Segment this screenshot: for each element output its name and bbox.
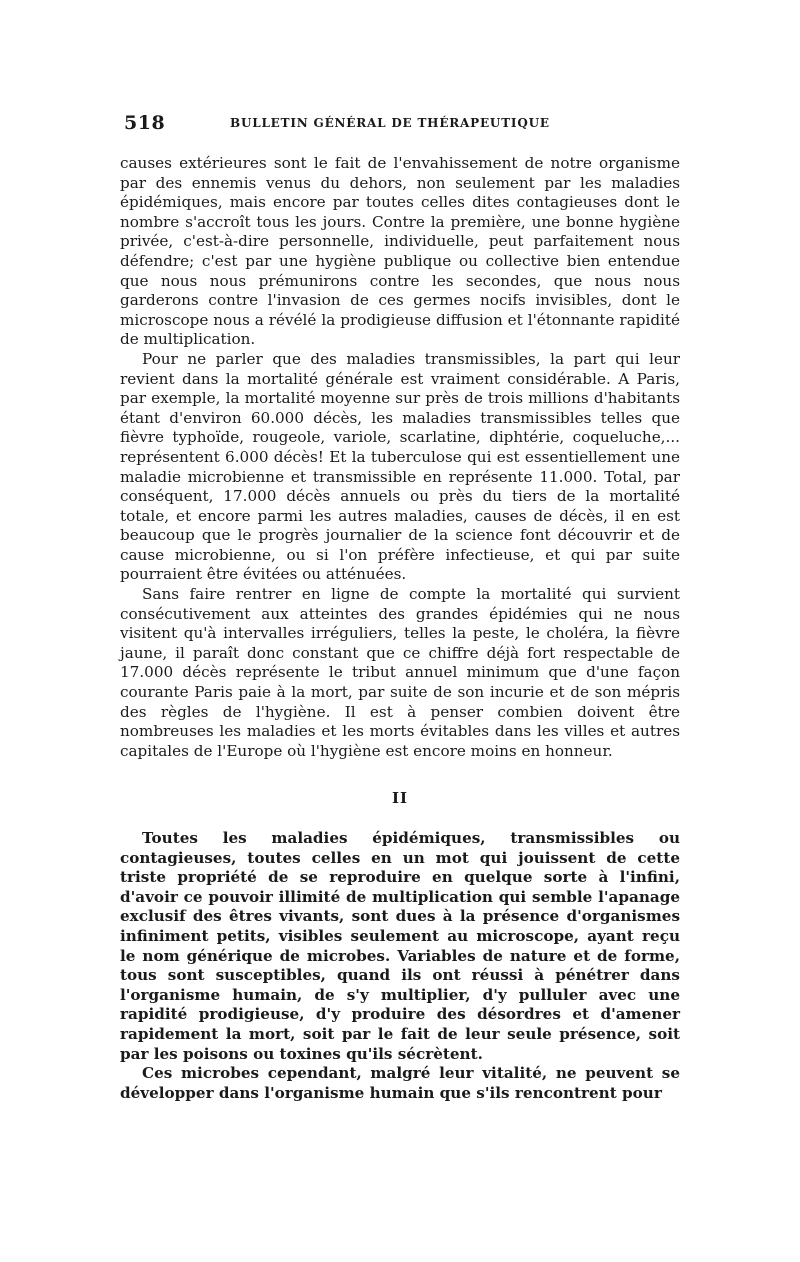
body-text [120, 154, 680, 1103]
paragraph: Toutes les maladies épidémiques, transmissibles ou contagieuses, toutes celles en un mot qui jouissent de cette triste propriété de se reproduire en quelque sorte à l'infini, d'avoir ce pouvoir illimité de multiplication qui semble l'apanage exclusif des êtres vivants, sont dues à la présence d'organismes infiniment petits, visibles seulement au microscope, ayant reçu le nom générique de microbes. Variables de nature et de forme, tous sont susceptibles, quand ils ont réussi à pénétrer dans l'organisme humain, de s'y multiplier, d'y pulluler avec une rapidité prodigieuse, d'y produire des désordres et d'amener rapidement la mort, soit par le fait de leur seule présence, soit par les poisons ou toxines qu'ils sécrètent. [120, 829, 680, 1063]
book-page [120, 112, 680, 1103]
running-head [120, 112, 680, 142]
section-1 [120, 154, 680, 761]
paragraph: Sans faire rentrer en ligne de compte la mortalité qui survient consécutivement aux atteintes des grandes épidémies qui ne nous visitent qu'à intervalles irréguliers, telles la peste, le choléra, la fièvre jaune, il paraît donc constant que ce chiffre déjà fort respectable de 17.000 décès représente le tribut annuel minimum que d'une façon courante Paris paie à la mort, par suite de son incurie et de son mépris des règles de l'hygiène. Il est à penser combien doivent être nombreuses les maladies et les morts évitables dans les villes et autres capitales de l'Europe où l'hygiène est encore moins en honneur. [120, 585, 680, 760]
section-2 [120, 829, 680, 1103]
paragraph: Pour ne parler que des maladies transmissibles, la part qui leur revient dans la mortalité générale est vraiment considérable. A Paris, par exemple, la mortalité moyenne sur près de trois millions d'habitants étant d'environ 60.000 décès, les maladies transmissibles telles que fièvre typhoïde, rougeole, variole, scarlatine, diphtérie, coqueluche,... représentent 6.000 décès! Et la tuberculose qui est essentiellement une maladie microbienne et transmissible en représente 11.000. Total, par conséquent, 17.000 décès annuels ou près du tiers de la mortalité totale, et encore parmi les autres maladies, causes de décès, il en est beaucoup que le progrès journalier de la science font découvrir et de cause microbienne, ou si l'on préfère infectieuse, et qui par suite pourraient être évitées ou atténuées. [120, 349, 680, 584]
section-heading: II [391, 789, 409, 808]
journal-title: BULLETIN GÉNÉRAL DE THÉRAPEUTIQUE [230, 116, 550, 130]
paragraph: Ces microbes cependant, malgré leur vitalité, ne peuvent se développer dans l'organisme humain que s'ils rencontrent pour [120, 1064, 680, 1102]
page-number: 518 [124, 112, 166, 134]
paragraph: causes extérieures sont le fait de l'envahissement de notre organisme par des ennemis venus du dehors, non seulement par les maladies épidémiques, mais encore par toutes celles dites contagieuses dont le nombre s'accroît tous les jours. Contre la première, une bonne hygiène privée, c'est-à-dire personnelle, individuelle, peut parfaitement nous défendre; c'est par une hygiène publique ou collective bien entendue que nous nous prémunirons contre les secondes, que nous nous garderons contre l'invasion de ces germes nocifs invisibles, dont le microscope nous a révélé la prodigieuse diffusion et l'étonnante rapidité de multiplication. [120, 154, 680, 349]
